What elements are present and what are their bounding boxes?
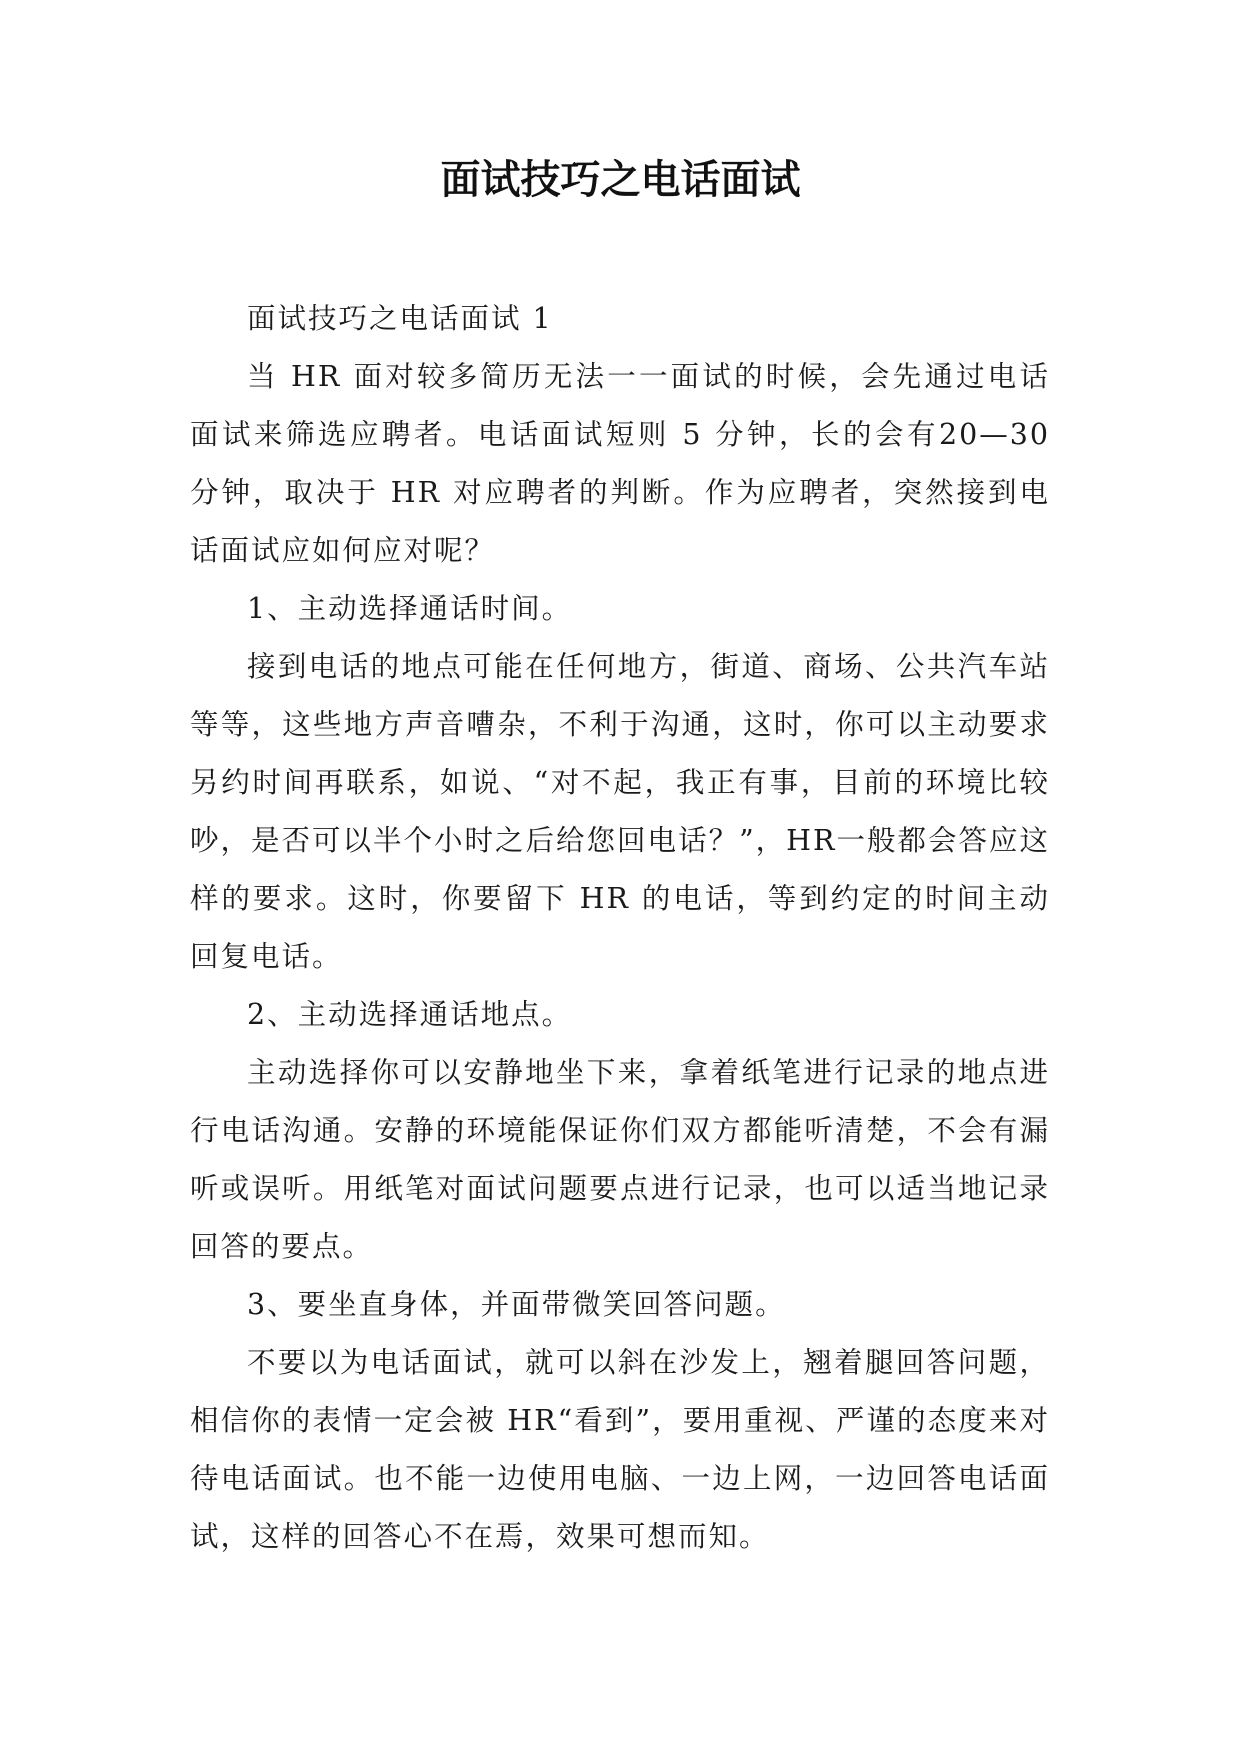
tip-heading: 3、要坐直身体，并面带微笑回答问题。 — [247, 1288, 786, 1321]
body-paragraph: 当 HR 面对较多简历无法一一面试的时候，会先通过电话面试来筛选应聘者。电话面试短则 5 分钟，长的会有20—30 分钟，取决于 HR 对应聘者的判断。作为应聘者，突然接到电话面试应如何应对呢？ — [190, 360, 1050, 567]
document-body — [190, 290, 1050, 1566]
body-paragraph: 不要以为电话面试，就可以斜在沙发上，翘着腿回答问题，相信你的表情一定会被 HR“看到”，要用重视、严谨的态度来对待电话面试。也不能一边使用电脑、一边上网，一边回答电话面试，这样的回答心不在焉，效果可想而知。 — [190, 1346, 1050, 1553]
body-paragraph: 主动选择你可以安静地坐下来，拿着纸笔进行记录的地点进行电话沟通。安静的环境能保证你们双方都能听清楚，不会有漏听或误听。用纸笔对面试问题要点进行记录，也可以适当地记录回答的要点。 — [190, 1056, 1050, 1263]
document-title: 面试技巧之电话面试 — [440, 157, 801, 203]
section-heading: 面试技巧之电话面试 1 — [247, 302, 553, 335]
body-paragraph: 接到电话的地点可能在任何地方，街道、商场、公共汽车站等等，这些地方声音嘈杂，不利于沟通，这时，你可以主动要求另约时间再联系，如说、“对不起，我正有事，目前的环境比较吵，是否可以半个小时之后给您回电话？”，HR一般都会答应这样的要求。这时，你要留下 HR 的电话，等到约定的时间主动回复电话。 — [190, 650, 1050, 973]
tip-heading: 1、主动选择通话时间。 — [247, 592, 573, 625]
tip-heading: 2、主动选择通话地点。 — [247, 998, 573, 1031]
